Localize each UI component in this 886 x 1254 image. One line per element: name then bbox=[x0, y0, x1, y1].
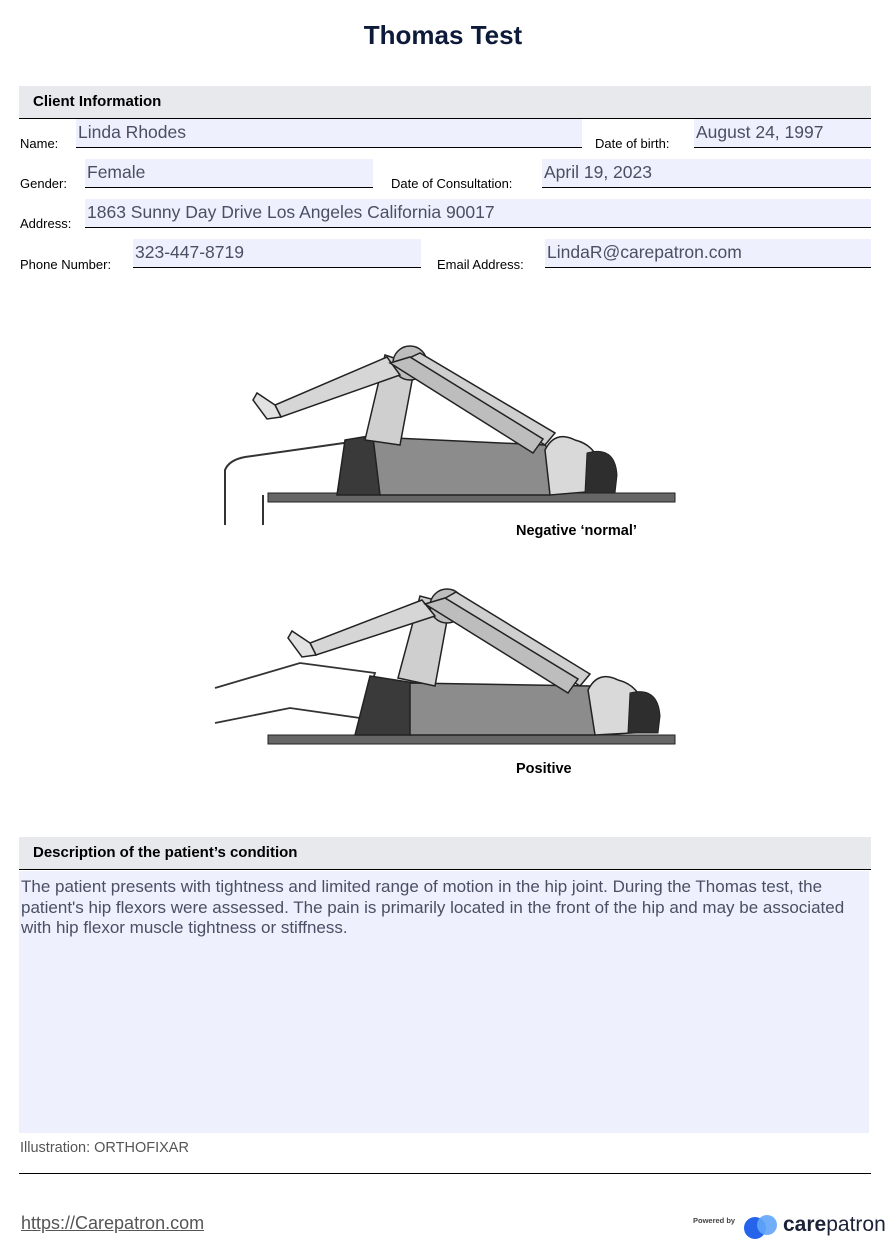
divider bbox=[19, 869, 871, 870]
condition-header: Description of the patient’s condition bbox=[19, 837, 871, 869]
client-info-header: Client Information bbox=[19, 86, 871, 118]
positive-caption: Positive bbox=[516, 761, 572, 777]
page-title: Thomas Test bbox=[363, 20, 523, 50]
carepatron-brand[interactable] bbox=[783, 1213, 886, 1237]
thomas-test-positive-illustration bbox=[210, 578, 685, 750]
illustration-credit: Illustration: ORTHOFIXAR bbox=[20, 1140, 189, 1156]
name-field[interactable]: Linda Rhodes bbox=[76, 119, 582, 148]
gender-label: Gender: bbox=[20, 176, 67, 191]
phone-field[interactable]: 323-447-8719 bbox=[133, 239, 421, 268]
consultation-label: Date of Consultation: bbox=[391, 176, 513, 191]
consultation-field[interactable]: April 19, 2023 bbox=[542, 159, 871, 188]
email-field[interactable]: LindaR@carepatron.com bbox=[545, 239, 871, 268]
footer-divider bbox=[19, 1173, 871, 1174]
brand-care: care bbox=[783, 1213, 827, 1236]
condition-textarea[interactable]: The patient presents with tightness and limited range of motion in the hip joint. During the Thomas test, the patient's hip flexors were assessed. The pain is primarily located in the front of the hip and may be associated with hip flexor muscle tightness or stiffness. bbox=[19, 871, 869, 1133]
dob-label: Date of birth: bbox=[595, 136, 670, 151]
name-label: Name: bbox=[20, 136, 59, 151]
powered-by-label: Powered by bbox=[693, 1216, 736, 1225]
gender-field[interactable]: Female bbox=[85, 159, 373, 188]
brand-patron: patron bbox=[826, 1213, 886, 1236]
carepatron-link[interactable]: https://Carepatron.com bbox=[21, 1213, 205, 1233]
email-label: Email Address: bbox=[437, 257, 524, 272]
negative-caption: Negative ‘normal’ bbox=[516, 523, 637, 539]
dob-field[interactable]: August 24, 1997 bbox=[694, 119, 871, 148]
phone-label: Phone Number: bbox=[20, 257, 112, 272]
address-label: Address: bbox=[20, 216, 72, 231]
address-field[interactable]: 1863 Sunny Day Drive Los Angeles California 90017 bbox=[85, 199, 871, 228]
carepatron-logo-icon bbox=[743, 1213, 781, 1241]
thomas-test-negative-illustration bbox=[215, 335, 685, 530]
